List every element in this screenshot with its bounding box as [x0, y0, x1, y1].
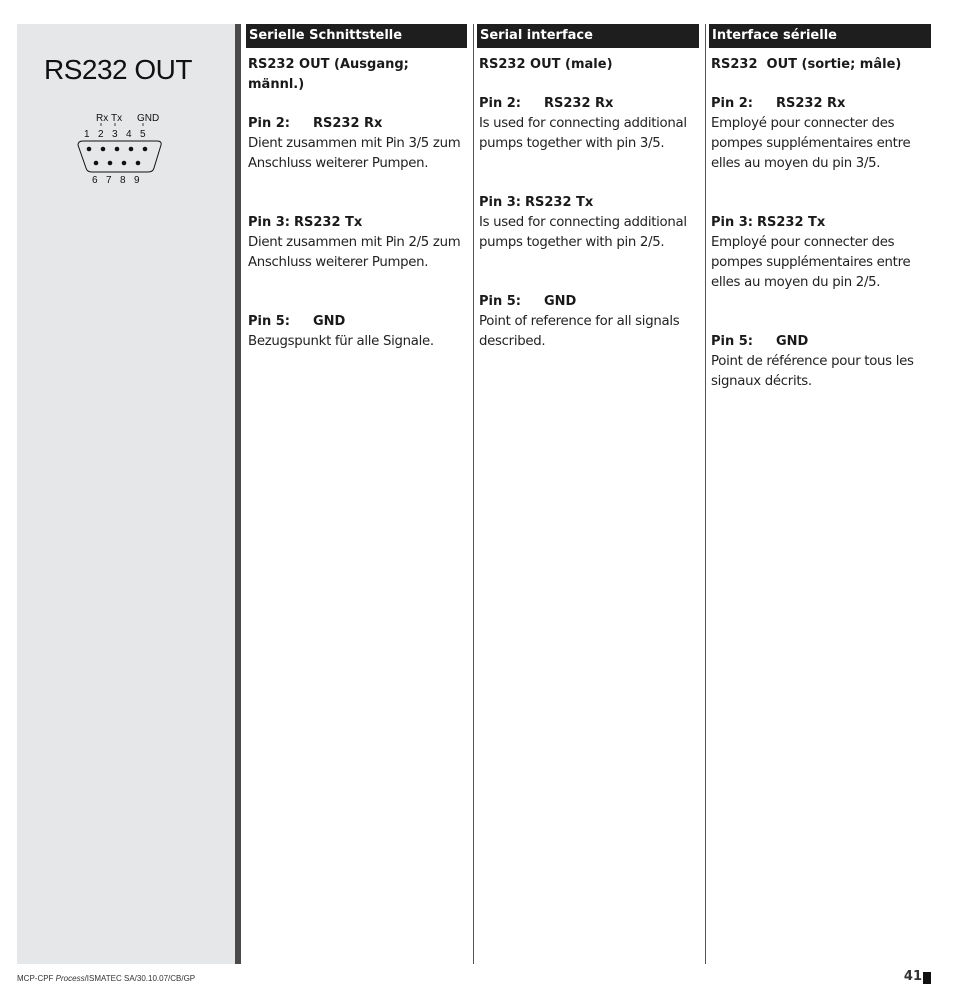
column-subtitle-french: RS232 OUT (sortie; mâle) [711, 57, 902, 72]
pin-number: Pin 5: [479, 294, 522, 309]
pin-entry-english-pin2 [479, 94, 695, 154]
pin-entry-german-pin2 [248, 114, 463, 174]
pin-number: Pin 3: [248, 215, 291, 230]
doc-ref-prefix: MCP-CPF [17, 974, 56, 983]
pin-description: Dient zusammen mit Pin 2/5 zum Anschluss weiterer Pumpen. [248, 235, 461, 270]
pin-entry-english-pin5 [479, 292, 695, 352]
connector-pin-9: 9 [134, 175, 140, 186]
connector-label-rx: Rx [96, 113, 109, 124]
pin-signal-name: GND [313, 314, 346, 329]
pin-entry-french-pin2 [711, 94, 927, 174]
pin-description: Dient zusammen mit Pin 3/5 zum Anschluss weiterer Pumpen. [248, 136, 461, 171]
db9-connector-diagram [70, 108, 170, 188]
pin-entry-german-pin3 [248, 213, 463, 273]
connector-pin-7: 7 [106, 175, 112, 186]
doc-ref-suffix: /ISMATEC SA/30.10.07/CB/GP [84, 974, 196, 983]
pin-description: Bezugspunkt für alle Signale. [248, 334, 434, 349]
pin-number: Pin 3: [711, 215, 754, 230]
column-header-english: Serial interface [477, 24, 699, 48]
connector-pin-1: 1 [84, 129, 90, 140]
pin-signal-name: RS232 Rx [544, 96, 614, 111]
connector-pin-3: 3 [112, 129, 118, 140]
pin-number: Pin 5: [711, 334, 754, 349]
pin-signal-name: RS232 Tx [757, 215, 826, 230]
pin-entry-french-pin3 [711, 213, 927, 293]
connector-label-gnd: GND [137, 113, 160, 124]
doc-ref-italic: Process [55, 974, 85, 983]
column-french [709, 24, 931, 964]
pin-signal-name: GND [544, 294, 577, 309]
pin-entry-german-pin5 [248, 312, 463, 352]
column-header-german: Serielle Schnittstelle [246, 24, 467, 48]
pin-number: Pin 2: [248, 116, 291, 131]
pin-description: Employé pour connecter des pompes supplémentaires entre elles au moyen du pin 2/5. [711, 235, 911, 290]
connector-pin-6: 6 [92, 175, 98, 186]
pin-signal-name: RS232 Rx [313, 116, 383, 131]
column-divider [473, 24, 474, 964]
connector-pin-5: 5 [140, 129, 146, 140]
column-divider [705, 24, 706, 964]
connector-label-tx: Tx [111, 113, 123, 124]
pin-description: Point de référence pour tous les signaux décrits. [711, 354, 914, 389]
pin-signal-name: GND [776, 334, 809, 349]
pin-signal-name: RS232 Rx [776, 96, 846, 111]
connector-pin-4: 4 [126, 129, 132, 140]
connector-pin-8: 8 [120, 175, 126, 186]
document-reference [17, 974, 195, 983]
column-header-french: Interface sérielle [709, 24, 931, 48]
section-title: RS232 OUT [44, 54, 192, 85]
column-german [246, 24, 467, 964]
column-subtitle-english: RS232 OUT (male) [479, 57, 613, 72]
pin-number: Pin 3: [479, 195, 522, 210]
page-number: 41 [903, 969, 922, 984]
sidebar-divider [235, 24, 241, 964]
column-subtitle-german: RS232 OUT (Ausgang; männl.) [248, 57, 409, 92]
pin-number: Pin 5: [248, 314, 291, 329]
page-marker [923, 972, 931, 984]
pin-signal-name: RS232 Tx [294, 215, 363, 230]
pin-description: Point of reference for all signals described. [479, 314, 680, 349]
pin-entry-english-pin3 [479, 193, 695, 253]
pin-description: Is used for connecting additional pumps together with pin 3/5. [479, 116, 687, 151]
pin-description: Is used for connecting additional pumps together with pin 2/5. [479, 215, 687, 250]
pin-number: Pin 2: [479, 96, 522, 111]
pin-signal-name: RS232 Tx [525, 195, 594, 210]
column-english [477, 24, 699, 964]
pin-number: Pin 2: [711, 96, 754, 111]
pin-entry-french-pin5 [711, 332, 927, 392]
pin-description: Employé pour connecter des pompes supplémentaires entre elles au moyen du pin 3/5. [711, 116, 911, 171]
connector-pin-2: 2 [98, 129, 104, 140]
